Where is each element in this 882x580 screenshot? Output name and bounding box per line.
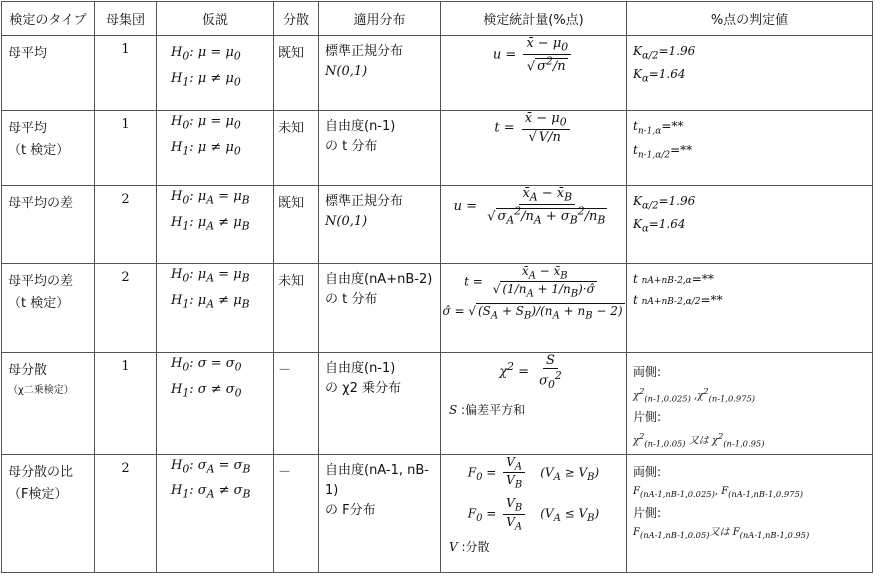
test-type-label: 母平均 [8,46,48,61]
hypothesis-cell [157,36,274,111]
distribution-param: N(0,1) [325,64,368,79]
critical-value: $t_{n-1,\alpha}=**$ [633,119,684,137]
statistic-formula: $\chi^2$ = $\frac{S}{\sigma_0^2}$ [499,353,562,391]
test-type-sublabel: （χ二乗検定） [8,385,74,396]
statistic-cell [441,264,627,353]
distribution-name: 標準正規分布 [325,44,404,59]
hypothesis-cell [157,264,274,353]
statistic-formula: $F_0$ = $\frac{V_A}{V_B}$ $(V_A \ge V_B)$ [467,454,600,491]
table-row [2,36,873,111]
critical-value: t nA+nB-2,α/2=** [633,293,723,307]
test-type-cell [2,353,95,455]
statistic-formula: $F_0$ = $\frac{V_B}{V_A}$ $(V_A \le V_B)$ [467,496,600,533]
statistic-formula: u = $\frac{x̄ - \mu_0}{√ \sigma^2/n}$ [441,36,626,74]
population-cell: 2 [95,186,157,264]
critical-value-cell [627,353,873,455]
test-type-cell [2,36,95,111]
hypothesis-cell [157,186,274,264]
two-sided-label: 両側: [633,365,662,379]
variance-cell: 既知 [274,186,319,264]
critical-value: $K_{\alpha/2}=1.96$ [633,44,696,62]
distribution-cell [319,111,441,186]
test-type-sublabel: （t 検定） [8,143,70,158]
null-hypothesis: $H_0$: $\mu_A = \mu_B$ [171,267,250,285]
variance-cell: 既知 [274,36,319,111]
population-cell: 1 [95,353,157,455]
distribution-name: 自由度(n-1) [325,119,396,134]
header-population: 母集団 [95,2,157,36]
alt-hypothesis: $H_1$: $\mu_A \ne \mu_B$ [171,292,250,311]
statistic-formula: σ̂ = √ $(S_A + S_B)/(n_A + n_B - 2)$ [442,303,623,322]
distribution-cell [319,186,441,264]
statistic-cell [441,111,627,186]
alt-hypothesis: $H_1$: $\mu \ne \mu_0$ [171,70,241,89]
table-row [2,353,873,455]
two-sided-label: 両側: [633,464,662,479]
hypothesis-test-table [1,1,873,573]
alt-hypothesis: $H_1$: $\mu_A \ne \mu_B$ [171,214,250,233]
statistic-note: V :分散 [449,540,490,555]
statistic-note: S :偏差平方和 [449,402,526,417]
distribution-name: 自由度(nA+nB-2) [325,272,433,287]
distribution-param: の t 分布 [325,292,378,307]
alt-hypothesis: $H_1$: $\sigma_A \ne \sigma_B$ [171,483,251,501]
test-type-cell [2,186,95,264]
table-row [2,111,873,186]
critical-value: $K_\alpha=1.64$ [633,217,686,235]
test-type-cell [2,454,95,572]
critical-value: t nA+nB-2,α=** [633,272,714,286]
table-row [2,186,873,264]
distribution-param: の t 分布 [325,139,378,154]
statistic-cell [441,186,627,264]
test-type-label: 母平均の差 [8,274,74,289]
distribution-cell [319,353,441,455]
distribution-cell [319,36,441,111]
one-sided-label: 片側: [633,410,662,425]
test-type-label: 母分散 [8,363,48,378]
population-cell: 1 [95,36,157,111]
critical-value: $K_\alpha=1.64$ [633,67,686,85]
test-type-cell [2,264,95,353]
test-type-label: 母分散の比 [8,464,74,480]
statistic-formula: u = $\frac{x̄_A - x̄_B}{√ \sigma_A^2/n_A + \sigma_B^2/n_B}$ [453,186,606,227]
variance-cell: 未知 [274,111,319,186]
test-type-sublabel: （F検定） [8,486,68,502]
null-hypothesis: $H_0$: $\sigma_A = \sigma_B$ [171,457,251,476]
variance-cell: 未知 [274,264,319,353]
header-statistic: 検定統計量(%点) [441,2,627,36]
header-variance: 分散 [274,2,319,36]
statistic-cell [441,353,627,455]
population-cell: 2 [95,454,157,572]
test-type-cell [2,111,95,186]
statistic-cell [441,454,627,572]
critical-value: $F_{(nA-1,nB-1,0.05)}$又は $F_{(nA-1,nB-1,0.95)}$ [633,526,810,540]
header-critical-value: %点の判定値 [627,2,873,36]
critical-value: $K_{\alpha/2}=1.96$ [633,194,696,212]
test-type-label: 母平均の差 [8,196,74,211]
hypothesis-cell [157,454,274,572]
critical-value: $t_{n-1,\alpha/2}=**$ [633,143,693,161]
critical-value-cell [627,186,873,264]
distribution-param: の χ2 乗分布 [325,381,402,396]
variance-cell: － [274,454,319,572]
population-cell: 1 [95,111,157,186]
distribution-cell [319,454,441,572]
null-hypothesis: $H_0$: $\sigma = \sigma_0$ [171,356,242,374]
critical-value: $\chi^2_{(n-1,0.025)}$ $,\chi^2_{(n-1,0.975)}$ [633,386,756,404]
hypothesis-cell [157,353,274,455]
header-test-type: 検定のタイプ [2,2,95,36]
alt-hypothesis: $H_1$: $\sigma \ne \sigma_0$ [171,381,242,400]
critical-value: $F_{(nA-1,nB-1,0.025)}$, $F_{(nA-1,nB-1,0.975)}$ [633,485,804,499]
distribution-name: 自由度(n-1) [325,361,396,376]
critical-value: $\chi^2_{(n-1,0.05)}$ 又は $\chi^2_{(n-1,0.95)}$ [633,431,765,449]
statistic-formula: t = $\frac{x̄_A - x̄_B}{√ (1/n_A + 1/n_B)\cdot\sigmâ}$ [464,264,595,300]
critical-value-cell [627,111,873,186]
hypothesis-cell [157,111,274,186]
table-row [2,454,873,572]
distribution-cell [319,264,441,353]
critical-value-cell [627,454,873,572]
null-hypothesis: $H_0$: $\mu = \mu_0$ [171,114,241,132]
statistic-formula: t = $\frac{x̄ - \mu_0}{√ V/n}$ [441,111,626,145]
distribution-param: N(0,1) [325,214,368,229]
variance-cell: － [274,353,319,455]
null-hypothesis: $H_0$: $\mu = \mu_0$ [171,45,241,63]
distribution-param: の F分布 [325,502,376,518]
header-row [2,2,873,36]
null-hypothesis: $H_0$: $\mu_A = \mu_B$ [171,189,250,207]
critical-value-cell [627,264,873,353]
distribution-name: 自由度(nA-1, nB-1) [325,462,429,498]
alt-hypothesis: $H_1$: $\mu \ne \mu_0$ [171,139,241,158]
statistic-cell [441,36,627,111]
test-type-sublabel: （t 検定） [8,296,70,311]
test-type-label: 母平均 [8,121,48,136]
table-row [2,264,873,353]
one-sided-label: 片側: [633,505,662,520]
header-hypothesis: 仮説 [157,2,274,36]
header-distribution: 適用分布 [319,2,441,36]
distribution-name: 標準正規分布 [325,194,404,209]
critical-value-cell [627,36,873,111]
population-cell: 2 [95,264,157,353]
